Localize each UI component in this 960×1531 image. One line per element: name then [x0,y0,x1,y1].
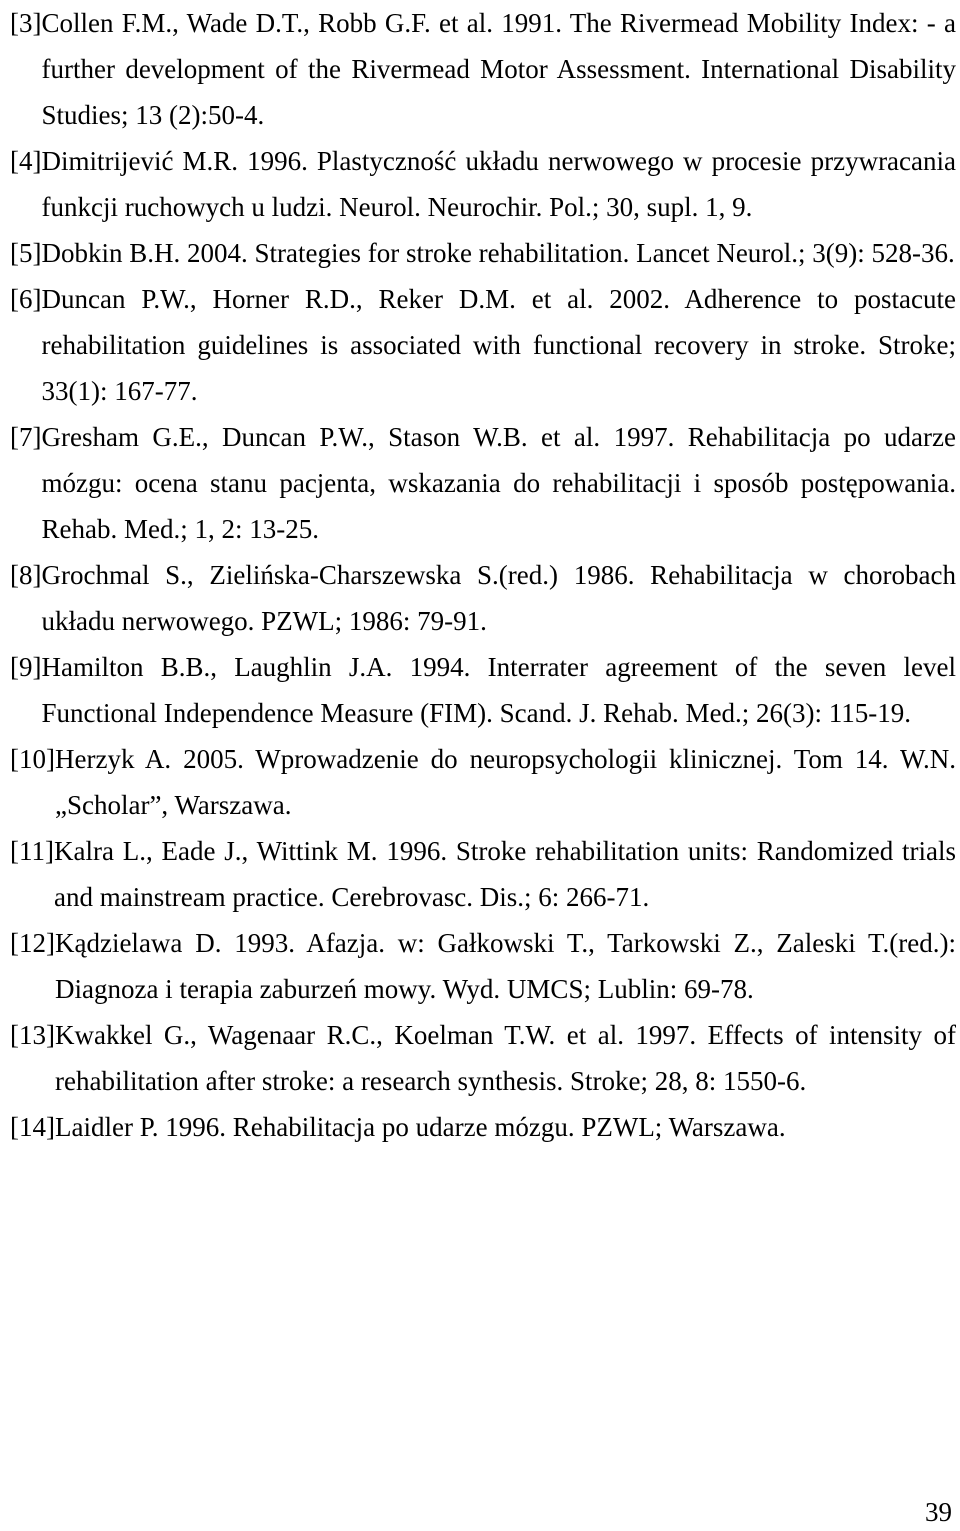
reference-text: Kalra L., Eade J., Wittink M. 1996. Stroke rehabilitation units: Randomized trials and mainstream practice. Cerebrovasc. Dis.; 6: 266-71. [53,836,956,912]
reference-item [10,230,956,276]
reference-text: Herzyk A. 2005. Wprowadzenie do neuropsychologii klinicznej. Tom 14. W.N. „Scholar”, Warszawa. [54,744,956,820]
reference-number: [4] [10,146,42,176]
reference-text: Dimitrijević M.R. 1996. Plastyczność układu nerwowego w procesie przywracania funkcji ruchowych u ludzi. Neurol. Neurochir. Pol.; 30, supl. 1, 9. [41,146,956,222]
reference-item [10,920,956,1012]
reference-number: [10] [10,744,55,774]
reference-item [10,828,956,920]
reference-text: Kądzielawa D. 1993. Afazja. w: Gałkowski T., Tarkowski Z., Zaleski T.(red.): Diagnoza i terapia zaburzeń mowy. Wyd. UMCS; Lublin: 69-78. [54,928,956,1004]
reference-text: Duncan P.W., Horner R.D., Reker D.M. et al. 2002. Adherence to postacute rehabilitation guidelines is associated with functional recovery in stroke. Stroke; 33(1): 167-77. [41,284,956,406]
reference-text: Dobkin B.H. 2004. Strategies for stroke rehabilitation. Lancet Neurol.; 3(9): 528-36. [41,238,955,268]
reference-text: Kwakkel G., Wagenaar R.C., Koelman T.W. et al. 1997. Effects of intensity of rehabilitation after stroke: a research synthesis. Stroke; 28, 8: 1550-6. [54,1020,956,1096]
reference-item [10,1012,956,1104]
reference-number: [13] [10,1020,55,1050]
reference-number: [8] [10,560,42,590]
reference-text: Laidler P. 1996. Rehabilitacja po udarze mózgu. PZWL; Warszawa. [54,1112,786,1142]
reference-text: Grochmal S., Zielińska-Charszewska S.(red.) 1986. Rehabilitacja w chorobach układu nerwowego. PZWL; 1986: 79-91. [41,560,956,636]
reference-number: [11] [10,836,54,866]
reference-list [10,0,956,1150]
reference-text: Hamilton B.B., Laughlin J.A. 1994. Interrater agreement of the seven level Functional Independence Measure (FIM). Scand. J. Rehab. Med.; 26(3): 115-19. [41,652,956,728]
reference-item [10,0,956,138]
reference-text: Collen F.M., Wade D.T., Robb G.F. et al. 1991. The Rivermead Mobility Index: - a further development of the Rivermead Motor Assessment. International Disability Studies; 13 (2):50-4. [41,8,956,130]
reference-item [10,414,956,552]
reference-number: [12] [10,928,55,958]
reference-item [10,138,956,230]
reference-item [10,276,956,414]
reference-item [10,1104,956,1150]
reference-item [10,552,956,644]
reference-text: Gresham G.E., Duncan P.W., Stason W.B. et al. 1997. Rehabilitacja po udarze mózgu: ocena stanu pacjenta, wskazania do rehabilitacji i sposób postępowania. Rehab. Med.; 1, 2: 13-25. [41,422,956,544]
reference-number: [7] [10,422,42,452]
reference-number: [3] [10,8,42,38]
page-number: 39 [925,1497,952,1527]
reference-item [10,644,956,736]
reference-item [10,736,956,828]
reference-number: [6] [10,284,42,314]
reference-number: [5] [10,238,42,268]
reference-number: [9] [10,652,42,682]
reference-number: [14] [10,1112,55,1142]
